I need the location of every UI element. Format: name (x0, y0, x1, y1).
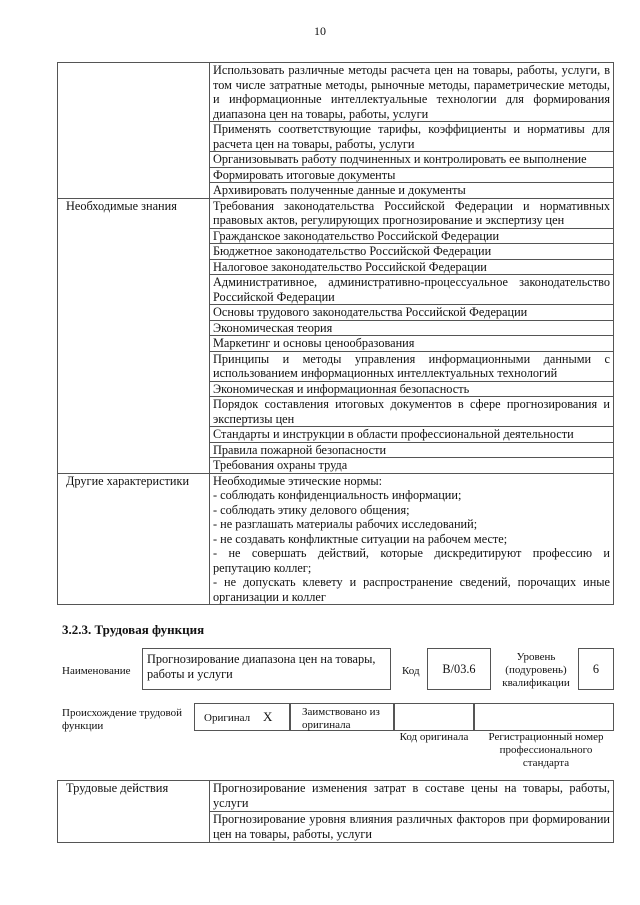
original-label: Оригинал (204, 712, 251, 724)
knowledge-row: Административное, административно-процессуальное законодательство Российской Федерации (210, 275, 614, 305)
section-title: 3.2.3. Трудовая функция (62, 622, 205, 637)
level-value: 6 (578, 648, 614, 690)
knowledge-row: Стандарты и инструкции в области профессиональной деятельности (210, 427, 614, 443)
knowledge-row: Экономическая теория (210, 320, 614, 336)
other-cell (210, 473, 614, 605)
code-label: Код (402, 665, 420, 677)
other-line: - соблюдать конфиденциальность информации; (213, 488, 462, 502)
name-label: Наименование (62, 665, 131, 677)
skill-row: Использовать различные методы расчета цен на товары, работы, услуги, в том числе затратные методы, рыночные методы, параметрические методы, и информационные интеллектуальные технологии для формирования диапазона цен на товары, работы, услуги (210, 63, 614, 122)
other-line: - не создавать конфликтные ситуации на рабочем месте; (213, 531, 508, 546)
knowledge-row: Налоговое законодательство Российской Федерации (210, 259, 614, 275)
skills-label-cell (58, 63, 210, 199)
skill-row: Архивировать полученные данные и документы (210, 183, 614, 199)
borrowed-label: Заимствовано из оригинала (302, 706, 380, 731)
level-label: Уровень (подуровень) квалификации (502, 651, 570, 689)
skill-row: Организовывать работу подчиненных и контролировать ее выполнение (210, 152, 614, 168)
action-row: Прогнозирование уровня влияния различных факторов при формировании цен на товары, работы, услуги (210, 812, 614, 843)
knowledge-row: Порядок составления итоговых документов в сфере прогнозирования и экспертизы цен (210, 397, 614, 427)
knowledge-row: Маркетинг и основы ценообразования (210, 336, 614, 352)
origin-label: Происхождение трудовой функции (62, 707, 183, 732)
page-number: 10 (314, 24, 326, 38)
knowledge-row: Требования законодательства Российской Федерации и нормативных правовых актов, регулирующих прогнозирование и экспертизу цен (210, 198, 614, 228)
knowledge-label: Необходимые знания (58, 198, 210, 473)
code-value: B/03.6 (427, 648, 491, 690)
other-line: - не разглашать материалы рабочих исследований; (213, 517, 478, 531)
knowledge-row: Бюджетное законодательство Российской Федерации (210, 244, 614, 260)
skill-row: Формировать итоговые документы (210, 167, 614, 183)
original-mark: X (263, 709, 273, 724)
code-original-label: Код оригинала (399, 731, 469, 743)
other-line: Необходимые этические нормы: (213, 473, 383, 488)
other-line: - соблюдать этику делового общения; (213, 502, 410, 517)
other-line: - не допускать клевету и распространение сведений, порочащих иные организации и коллег (213, 575, 610, 604)
knowledge-row: Гражданское законодательство Российской Федерации (210, 228, 614, 244)
skill-row: Применять соответствующие тарифы, коэффициенты и нормативы для расчета цен на товары, работы, услуги (210, 122, 614, 152)
knowledge-row: Правила пожарной безопасности (210, 442, 614, 458)
knowledge-row: Экономическая и информационная безопасность (210, 381, 614, 397)
name-value: Прогнозирование диапазона цен на товары, работы и услуги (142, 648, 391, 690)
knowledge-row: Принципы и методы управления информационными данными с использованием информационных интеллектуальных технологий (210, 351, 614, 381)
borrowed-box (290, 703, 394, 731)
requirements-table (57, 62, 614, 605)
knowledge-row: Основы трудового законодательства Российской Федерации (210, 305, 614, 321)
other-label: Другие характеристики (58, 473, 210, 605)
reg-number-box (474, 703, 614, 731)
actions-label: Трудовые действия (58, 781, 210, 843)
labor-actions-table (57, 780, 614, 843)
reg-number-label: Регистрационный номер профессионального стандарта (488, 731, 604, 769)
knowledge-row: Требования охраны труда (210, 458, 614, 474)
action-row: Прогнозирование изменения затрат в составе цены на товары, работы, услуги (210, 781, 614, 812)
original-box (194, 703, 290, 731)
other-line: - не совершать действий, которые дискредитируют профессию и репутацию коллег; (213, 546, 610, 575)
code-original-box (394, 703, 474, 731)
